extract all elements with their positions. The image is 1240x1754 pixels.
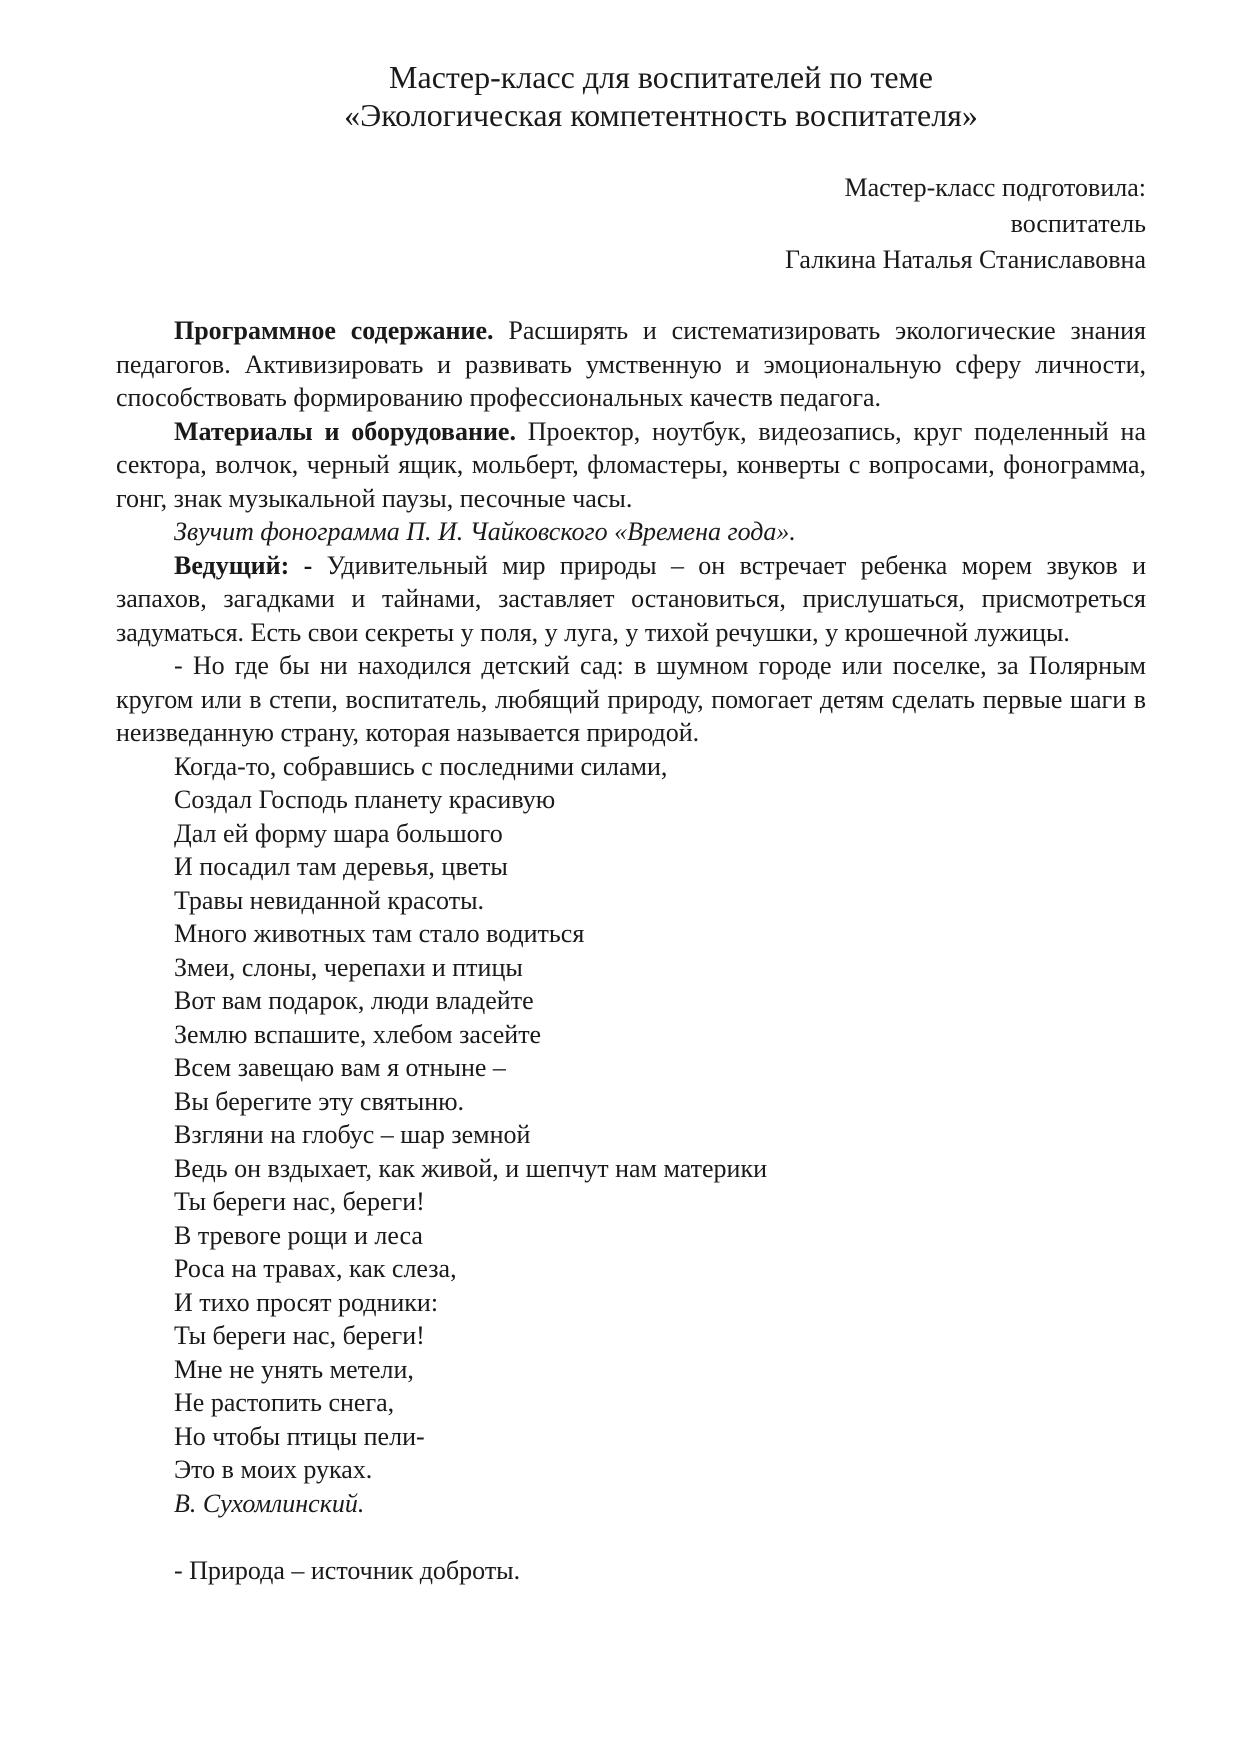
poem-line: Вот вам подарок, люди владейте [174,986,534,1015]
poem-line: И посадил там деревья, цветы [174,852,508,881]
materials-text: Проектор, ноутбук, видеозапись, круг поделенный на сектора, волчок, черный ящик, мольберт, фломастеры, конверты с вопросами, фонограмма, гонг, знак музыкальной паузы, песочные часы. [116,416,1146,513]
poem-line: Ты береги нас, береги! [174,1187,425,1216]
poem-line: Роса на травах, как слеза, [174,1254,457,1283]
author-block [116,170,1146,278]
materials-paragraph [116,415,1146,516]
paragraph-kindergarten: - Но где бы ни находился детский сад: в шумном городе или поселке, за Полярным кругом или в степи, воспитатель, любящий природу, помогает детям сделать первые шаги в неизведанную страну, которая называется природой. [116,651,1146,747]
host-paragraph [116,549,1146,650]
author-line-1: Мастер-класс подготовила: [844,173,1146,202]
poem-line: Это в моих руках. [174,1455,373,1484]
document-title [176,58,1146,134]
poem-line: Взгляни на глобус – шар земной [174,1120,531,1149]
poem-line: Мне не унять метели, [174,1354,414,1384]
poem [116,750,1146,1521]
program-paragraph [116,314,1146,415]
poem-line: Много животных там стало водиться [174,919,585,948]
host-text: Удивительный мир природы – он встречает ребенка морем звуков и запахов, загадками и тайнами, заставляет остановиться, прислушаться, присмотреться задуматься. Есть свои секреты у поля, у луга, у тихой речушки, у крошечной лужицы. [116,550,1146,647]
poem-line: Вы берегите эту святыню. [174,1086,465,1116]
poem-line: И тихо просят родники: [174,1287,439,1317]
poem-line: Ведь он вздыхает, как живой, и шепчут нам материки [174,1153,767,1183]
document-body [116,314,1146,1588]
poem-line: Дал ей форму шара большого [174,818,503,848]
materials-label: Материалы и оборудование. [174,416,516,446]
music-note: Звучит фонограмма П. И. Чайковского «Времена года». [174,517,796,546]
title-line-1: Мастер-класс для воспитателей по теме [389,59,933,95]
poem-line: Змеи, слоны, черепахи и птицы [174,952,523,982]
spacer [116,1520,1146,1554]
poem-line: Не растопить снега, [174,1388,395,1417]
poem-line: Травы невиданной красоты. [174,885,485,915]
poem-line: Но чтобы птицы пели- [174,1421,425,1451]
poem-line: Когда-то, собравшись с последними силами, [174,751,668,781]
poem-line: Создал Господь планету красивую [174,785,556,814]
poem-line: Всем завещаю вам я отныне – [174,1053,506,1082]
document-page [116,58,1146,1588]
poem-author: В. Сухомлинский. [174,1488,365,1518]
program-label: Программное содержание. [174,316,494,345]
author-line-3: Галкина Наталья Станиславовна [785,245,1146,274]
poem-line: Землю вспашите, хлебом засейте [174,1019,542,1049]
author-line-2: воспитатель [1010,209,1146,238]
poem-line: Ты береги нас, береги! [174,1321,425,1350]
host-label: Ведущий: - [174,550,313,580]
title-line-2: «Экологическая компетентность воспитателя» [344,97,978,133]
poem-line: В тревоге рощи и леса [174,1220,423,1250]
final-line: - Природа – источник доброты. [174,1556,521,1585]
program-text: Расширять и систематизировать экологические знания педагогов. Активизировать и развивать умственную и эмоциональную сферу личности, способствовать формированию профессиональных качеств педагога. [116,316,1147,412]
